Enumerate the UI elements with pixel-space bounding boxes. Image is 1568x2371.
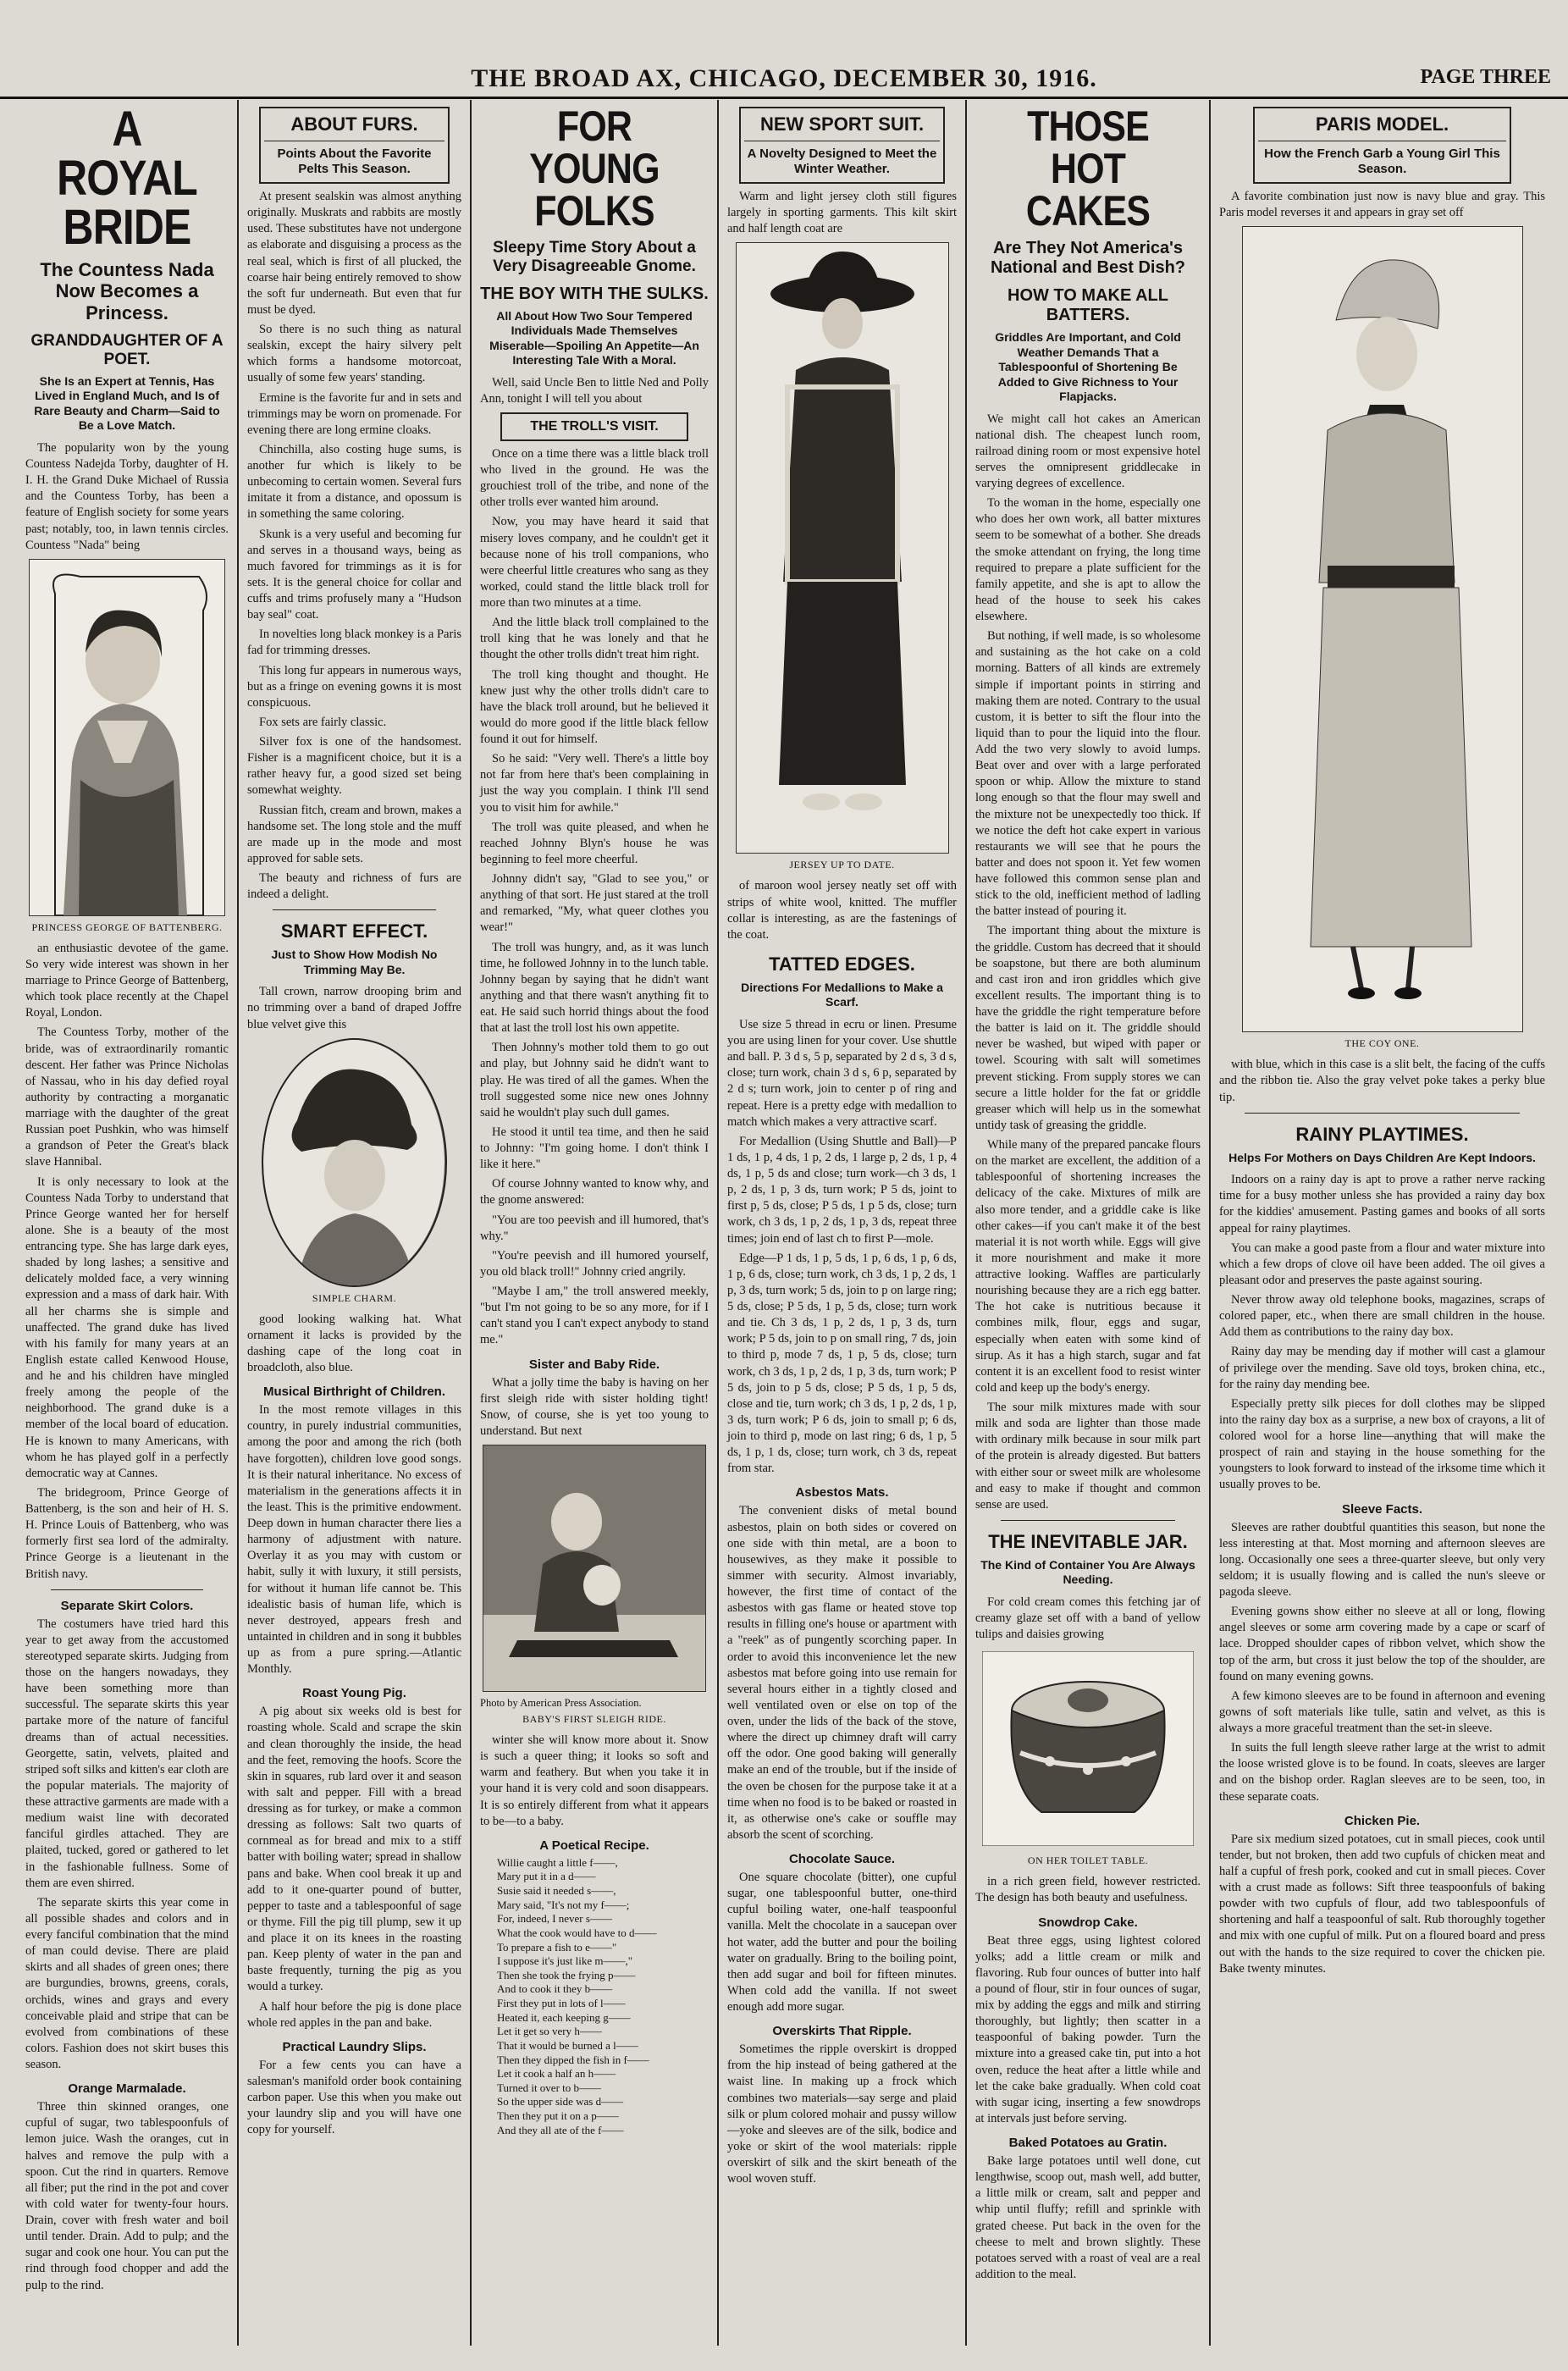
poem-line: Let it get so very h—— xyxy=(497,2025,602,2038)
kicker: All About How Two Sour Tempered Individuals Made Themselves Miserable—Spoiling An Appetite—An Interesting Tale With a Moral. xyxy=(489,308,699,368)
box-title: ABOUT FURS. xyxy=(290,113,418,135)
section-heading: Orange Marmalade. xyxy=(68,2081,186,2097)
photo-sleigh-ride xyxy=(483,1445,706,1692)
paragraph: Tall crown, narrow drooping brim and no trimming over a band of draped Joffre blue velvet give this xyxy=(247,985,461,1031)
paragraph: Bake large potatoes until well done, cut lengthwise, scoop out, mash well, add butter, a little milk or cream, salt and pepper and whip until fluffy; refill and sprinkle with grated cheese. Put back in the oven for the cheese to melt and brown slightly. These potatoes served with a roast of veal are a real addition to the meal. xyxy=(975,2154,1201,2281)
paragraph: In the most remote villages in this country, in purely industrial communities, among the poor and among the rich (both have forgotten), children love good songs. It is their natural inheritance. No excess of materialism in the generations affects it in the least. This is the primitive endowment. Deep down in human character there lies a harmony of adjustment with nature. Overlay it as you may with custom or habit, sully it with luxury, it still persists, for without it human life cannot be. This idealistic basis of human life, which is never destroyed, appears fresh and untainted in children and in song it bubbles up as from a pure spring.—Atlantic Monthly. xyxy=(247,1403,461,1677)
kicker: She Is an Expert at Tennis, Has Lived in England Much, and Is of Rare Beauty and Charm—Said to Be a Love Match. xyxy=(34,373,220,433)
paragraph: "Maybe I am," the troll answered meekly, "but I'm not going to be so any more, for if I can't stand you I can't expect anybody to stand me." xyxy=(480,1285,709,1347)
section-heading: Baked Potatoes au Gratin. xyxy=(1008,2136,1168,2150)
poem-line: Then they dipped the fish in f—— xyxy=(497,2053,649,2066)
section-heading: Roast Young Pig. xyxy=(302,1686,406,1701)
paragraph: While many of the prepared pancake flours on the market are excellent, the addition of a tablespoonful of shortening increases the delicacy of the cake. Mixtures of milk are also more tender, and a griddle cake is like other cakes—if you can't make it of the best material it is not worth while. Eggs will give it more nourishment and make it more attractive looking. Waffles are particularly nourishing because they are a rich egg batter. The hot cake is nutritious because it combines milk, flour, eggs and sugar, especially when eaten with some kind of sirup. As it has a high starch, sugar and fat content it is an excellent food to resist winter cold and keep up the body's energy. xyxy=(975,1138,1201,1395)
paris-model-illustration xyxy=(1243,227,1522,1031)
paragraph: The sour milk mixtures made with sour milk and soda are lighter than those made with ordinary milk because in sour milk part of the protein is already digested. But batters with either sour or sweet milk are wholesome and easy to make if thought and common sense are used. xyxy=(975,1401,1201,1512)
masthead xyxy=(0,59,1568,99)
paragraph: So he said: "Very well. There's a little boy not far from here that's been complaining in just the way you complain. I think I'll send you to visit him for awhile." xyxy=(480,752,709,815)
paragraph: Ermine is the favorite fur and in sets and trimmings may be worn on promenade. For evening there are long ermine cloaks. xyxy=(247,390,461,437)
paragraph: A pig about six weeks old is best for roasting whole. Scald and scrape the skin and clean thoroughly the inside, the head and the feet, removing the hoofs. Score the skin in squares, rub lard over it and season with salt and pepper. Fill with a bread dressing as for turkey, or make a common dressing as follows: Salt two quarts of cornmeal as for bread and mix to a stiff batter with boiling water; spread in shallow pans and bake. When cool break it up and add to it one-quarter pound of butter, pepper to taste and a tablespoonful of sage or thyme. Fill the pig till plump, sew it up and place it on its knees in the roasting pan. Keep plenty of water in the pan and baste frequently, turning the pig as you would a turkey. xyxy=(247,1705,461,1994)
paragraph: Skunk is a very useful and becoming fur and serves in a thousand ways, being as much favored for trimmings as it is for sets. It is the general choice for collar and cuffs and trims profusely many a "Hudson bay seal" coat. xyxy=(247,527,461,622)
subdeck: GRANDDAUGHTER OF A POET. xyxy=(30,331,224,368)
paragraph: A few kimono sleeves are to be found in afternoon and evening gowns of soft materials like tulle, satin and velvet, as this is always a more graceful treatment than the set-in sleeve. xyxy=(1219,1688,1545,1735)
section-heading: Practical Laundry Slips. xyxy=(282,2039,427,2054)
masthead-title: THE BROAD AX, CHICAGO, DECEMBER 30, 1916. xyxy=(471,64,1097,92)
paragraph: The troll was quite pleased, and when he reached Johnny Blyn's house he was beginning to feel more cheerful. xyxy=(480,820,709,866)
poem-line: So the upper side was d—— xyxy=(497,2095,624,2108)
paragraph: To the woman in the home, especially one who does her own work, all batter mixtures seem to be somewhat of a bother. She dreads the smoke attendant on frying, the long time required to prepare a plate sufficient for the family appetite, and she is apt to allow the head of the house to seek his cakes elsewhere. xyxy=(975,496,1201,623)
paragraph: He stood it until tea time, and then he said to Johnny: "I'm going home. I don't think I like it here." xyxy=(480,1125,709,1172)
poem xyxy=(497,1856,709,2138)
paragraph: At present sealskin was almost anything originally. Muskrats and rabbits are mostly used. These substitutes have not undergone as elaborate and disguising a process as the real seal, which is first of all plucked, the coarse hair being entirely removed to show the soft fur underneath. But even that fur must be dyed. xyxy=(247,190,461,317)
paragraph: So there is no such thing as natural sealskin, except the hairy silvery pelt which forms a handsome motorcoat, usually of some few years' standing. xyxy=(247,323,461,385)
paragraph: Now, you may have heard it said that misery loves company, and he couldn't get it because none of his troll companions, who were cheerful little creatures who sang as they worked, could stand the little black troll for more than two minutes at a time. xyxy=(480,515,709,611)
poem-line: That it would be burned a l—— xyxy=(497,2038,638,2052)
poem-line: Susie said it needed s——, xyxy=(497,1884,616,1898)
column-young-folks xyxy=(472,100,719,2346)
paragraph: The important thing about the mixture is the griddle. Custom has decreed that it should be soapstone, but there are both aluminum and cast iron and iron griddles which give excellent results. The important thing is to have the griddle the right temperature before the batter is laid on it. The griddle should never be washed, but wiped with paper or towel. Scouring with salt will sometimes prevent sticking. From supply stores we can secure a little holder for the fat or griddle greaser which will help us in the somewhat untidy task of greasing the griddle. xyxy=(975,924,1201,1132)
paragraph: Russian fitch, cream and brown, makes a handsome set. The long stole and the muff are made up in the mode and most approved for sable sets. xyxy=(247,803,461,865)
paragraph: of maroon wool jersey neatly set off with strips of white wool, knitted. The muffler collar is interesting, as are the fastenings of the coat. xyxy=(727,879,957,942)
paragraph: good looking walking hat. What ornament it lacks is provided by the dashing cape of the long coat in broadcloth, also blue. xyxy=(247,1312,461,1374)
divider xyxy=(1001,1520,1175,1521)
section-heading: THE INEVITABLE JAR. xyxy=(988,1530,1188,1552)
kicker: The Kind of Container You Are Always Needing. xyxy=(980,1557,1195,1587)
paragraph: For Medallion (Using Shuttle and Ball)—P 1 ds, 1 p, 4 ds, 1 p, 2 ds, 1 large p, 2 ds, 1 p, 4 ds, 1 p, 5 ds and close; turn work—ch 3 ds, 1 p, 2 ds, 1 p, 3 ds, turn work; P 5 ds, joint to first p, 5 ds, close; P 5 ds, 1 p 5 ds, close; turn work, ch 3 ds, 1 p, 2 ds, 1 p, 3 ds, repeat three times; join end of last ch to first P—mole. xyxy=(727,1134,957,1246)
poem-line: To prepare a fish to e——" xyxy=(497,1940,617,1954)
poem-line: What the cook would have to d—— xyxy=(497,1926,657,1939)
photo-jersey-suit xyxy=(736,242,949,854)
portrait-illustration xyxy=(30,560,224,915)
section-heading: Chicken Pie. xyxy=(1344,1813,1421,1828)
paragraph: Of course Johnny wanted to know why, and the gnome answered: xyxy=(480,1177,709,1208)
paragraph: "You are too peevish and ill humored, that's why." xyxy=(480,1213,709,1243)
section-heading: Sister and Baby Ride. xyxy=(528,1357,660,1372)
photo-caption: BABY'S FIRST SLEIGH RIDE. xyxy=(522,1713,666,1726)
box-subtitle: How the French Garb a Young Girl This Season. xyxy=(1258,141,1506,177)
paragraph: Silver fox is one of the handsomest. Fisher is a magnificent choice, but it is a rather heavy fur, a good sized set being somewhat weighty. xyxy=(247,735,461,798)
paragraph: The bridegroom, Prince George of Battenberg, is the son and heir of H. S. H. Prince Louis of Battenberg, who was formerly first sea lord of the admiralty. Prince George is a lieutenant in the British navy. xyxy=(25,1485,229,1581)
section-heading: Asbestos Mats. xyxy=(795,1485,889,1501)
photo-princess-george xyxy=(29,559,225,916)
box-title: NEW SPORT SUIT. xyxy=(759,113,925,135)
section-heading: TATTED EDGES. xyxy=(769,953,915,975)
headline-royal-bride: A ROYAL BRIDE xyxy=(57,102,197,255)
section-heading: Musical Birthright of Children. xyxy=(262,1384,445,1400)
kicker: Helps For Mothers on Days Children Are Kept Indoors. xyxy=(1228,1150,1536,1164)
paragraph: with blue, which in this case is a slit belt, the facing of the cuffs and the ribbon tie. Also the gray velvet poke takes a perky blue tip. xyxy=(1219,1058,1545,1104)
boxed-headline xyxy=(739,107,945,184)
paragraph: winter she will know more about it. Snow is such a queer thing; it looks so soft and warm and feathery. But when you take it in your hand it is very cold and soon disappears. It is so entirely different from what it appears to be—to a baby. xyxy=(480,1733,709,1828)
paragraph: The Countess Torby, mother of the bride, was of extraordinarily romantic descent. Her father was Prince Nicholas of Nassau, who in his day defied royal authority by contracting a morganatic marriage with the daughter of the great Russian poet Pushkin, who was himself a grandson of Peter the Great's black slave Hannibal. xyxy=(25,1025,229,1169)
paragraph: Edge—P 1 ds, 1 p, 5 ds, 1 p, 6 ds, 1 p, 6 ds, 1 p, 6 ds, close; turn work, ch 3 ds, 1 p, 2 ds, 1 p, 3 ds, turn work; 5 ds, join to p on large ring; 5 ds, close; P 5 ds, 1 p, 5 ds, close; turn work and tie. Ch 3 ds, 1 p, 2 ds, 1 p, 3 ds, turn work; P 5 ds, join to p on small ring, 7 ds, join to third p, mode 7 ds, 1 p, 5 ds, close; turn work, ch 3 ds, 1 p, 2 ds, 1 p, 3 ds, turn work; P 5 ds, join to p 5 ds, close; P 5 ds, 1 p, 5 ds, close and tie, turn work; ch 3 ds, 1 p, 2 ds, 1 p, 3 ds, turn work; P 6 ds, join to small p; 6 ds, join to third p, mode on last ring; 6 ds, 1 p, 5 ds, 1 p, 1 ds, close; turn work, ch 3 ds, repeat from star. xyxy=(727,1251,957,1476)
paragraph: But nothing, if well made, is so wholesome and sustaining as the hot cake on a cold morning. Batters of all kinds are extremely simple if important points in stirring and making them are noted. Contrary to the usual custom, it is better to sift the flour into the liquid than to pour the liquid into the flour. Add the two very slowly to avoid lumps. Beat over and over with a large perforated spoon or whip. Allow the mixture to stand long enough so that the flour may swell and the mixture not be unexpectedly too thick. If we notice the deft hot cake expert in various restaurants we will see that he pours the batter and does not spoon it. Yet few women have followed this common sense plan and stick to the old, inefficient method of ladling the batter instead of pouring it. xyxy=(975,629,1201,919)
kicker: Directions For Medallions to Make a Scarf. xyxy=(741,980,943,1009)
poem-line: Turned it over to b—— xyxy=(497,2081,602,2094)
paragraph: The troll was hungry, and, as it was lunch time, he followed Johnny in to the lunch table. Johnny began by saying that he didn't want anything and that there wasn't anything fit to eat. He said such horrid things about the food that at last the troll lost his own appetite. xyxy=(480,940,709,1036)
paragraph: In suits the full length sleeve rather large at the wrist to admit the loose wristed glove is to be found. In coats, sleeves are larger and on the bishop order. Raglan sleeves are to be seen, too, in these separate coats. xyxy=(1219,1741,1545,1804)
paragraph: Chinchilla, also costing huge sums, is another fur which is likely to be unbecoming to certain women. Several furs imitate it from a distance, and opossum is in something the same coloring. xyxy=(247,442,461,522)
paragraph: For a few cents you can have a salesman's manifold order book containing carbon paper. Use this when you make out your laundry slip and you will have one copy for yourself. xyxy=(247,2058,461,2137)
section-heading: SMART EFFECT. xyxy=(280,920,428,942)
paragraph: The popularity won by the young Countess Nadejda Torby, daughter of H. I. H. the Grand Duke Michael of Russia and the Countess Torby, has been a feature of English society for some years past; notably, too, in lawn tennis circles. Countess "Nada" being xyxy=(25,440,229,552)
poem-line: Heated it, each keeping g—— xyxy=(497,2010,631,2024)
poem-line: Mary said, "It's not my f——; xyxy=(497,1898,630,1911)
page-number: PAGE THREE xyxy=(1420,66,1551,88)
paragraph: an enthusiastic devotee of the game. So very wide interest was shown in her marriage to Prince George of Battenberg, which took place recently at the Chapel Royal, London. xyxy=(25,941,229,1020)
paragraph: Well, said Uncle Ben to little Ned and Polly Ann, tonight I will tell you about xyxy=(480,375,709,406)
poem-line: I suppose it's just like m——," xyxy=(497,1954,633,1968)
divider xyxy=(273,909,436,910)
box-title: THE TROLL'S VISIT. xyxy=(530,418,659,434)
deck: Sleepy Time Story About a Very Disagreeable Gnome. xyxy=(493,239,696,275)
paragraph: Rainy day may be mending day if mother will cast a glamour of privilege over the mending. Save old toys, broken china, etc., for the rainy day mending bee. xyxy=(1219,1345,1545,1391)
cream-jar-illustration xyxy=(982,1651,1194,1846)
paragraph: Evening gowns show either no sleeve at all or long, flowing angel sleeves or some arm covering made by a cape or scarf of lace. Dropped shoulder capes of ribbon velvet, which show the top of the arm, but cross it just below the top of the shoulder, are found on many evening gowns. xyxy=(1219,1605,1545,1683)
subdeck: HOW TO MAKE ALL BATTERS. xyxy=(1008,286,1168,324)
photo-caption: SIMPLE CHARM. xyxy=(312,1291,397,1304)
sport-suit-illustration xyxy=(737,243,948,853)
paragraph: For cold cream comes this fetching jar of creamy glaze set off with a band of yellow tulips and daisies growing xyxy=(975,1594,1201,1642)
paragraph: A favorite combination just now is navy blue and gray. This Paris model reverses it and appears in gray set off xyxy=(1219,190,1545,220)
divider xyxy=(51,1589,203,1590)
poem-line: First they put in lots of l—— xyxy=(497,1997,626,2010)
photo-caption: PRINCESS GEORGE OF BATTENBERG. xyxy=(31,920,223,933)
paragraph: You can make a good paste from a flour and water mixture into which a few drops of clove oil have been added. The oil gives a pleasant odor and preserves the paste against souring. xyxy=(1219,1241,1545,1287)
section-heading: Separate Skirt Colors. xyxy=(60,1598,194,1613)
column-sport-suit xyxy=(719,100,967,2346)
photo-caption: ON HER TOILET TABLE. xyxy=(1027,1854,1149,1867)
poem-line: Willie caught a little f——, xyxy=(497,1855,618,1869)
paragraph: It is only necessary to look at the Countess Nada Torby to understand that Prince George wanted her for herself alone. She is a beauty of the most entrancing type. She has large dark eyes, shaded by long lashes; a sensitive and delicately molded face, a very winning expression and a mass of dark hair. With all her charms she is simple and unaffected. The grand duke has lived with his family for many years at an English estate called Kenwood House, and he and his children have mingled freely among the people of the neighborhood. The grand duke is a member of the local board of education. He is known to many Americans, with whom he has played golf in a perfectly democratic way at Cannes. xyxy=(25,1174,229,1480)
paragraph: Indoors on a rainy day is apt to prove a rather nerve racking time for a busy mother unless she has provided a rainy day box for the kiddies' amusement. Pasting games and books of all sorts appeal for rainy playtimes. xyxy=(1219,1173,1545,1235)
photo-credit: Photo by American Press Association. xyxy=(480,1697,642,1710)
boxed-headline xyxy=(259,107,450,184)
box-subtitle: Points About the Favorite Pelts This Season. xyxy=(264,141,444,177)
section-heading: Snowdrop Cake. xyxy=(1038,1915,1138,1930)
paragraph: Johnny didn't say, "Glad to see you," or anything of that sort. He just stared at the troll and remarked, "My, what queer clothes you wear!" xyxy=(480,872,709,935)
paragraph: Never throw away old telephone books, magazines, scraps of colored paper, etc., when there are small children in the house. Add them as contributions to the rainy day box. xyxy=(1219,1293,1545,1340)
paragraph: Sleeves are rather doubtful quantities this season, but none the less interesting at that. Most morning and afternoon sleeves are long. Occasionally one sees a three-quarter sleeve, but only very seldom; it is usually flowing and is called the nun's sleeve or pagoda sleeve. xyxy=(1219,1520,1545,1599)
section-heading: RAINY PLAYTIMES. xyxy=(1295,1123,1469,1145)
subdeck: THE BOY WITH THE SULKS. xyxy=(480,284,709,303)
poem-line: And they all ate of the f—— xyxy=(497,2123,624,2136)
paragraph: What a jolly time the baby is having on her first sleigh ride with sister holding tight! Snow, of course, she is yet too young to understand. But next xyxy=(480,1375,709,1438)
paragraph: The beauty and richness of furs are indeed a delight. xyxy=(247,871,461,902)
photo-cream-jar xyxy=(982,1651,1194,1846)
paragraph: "You're peevish and ill humored yourself, you old black troll!" Johnny cried angrily. xyxy=(480,1248,709,1279)
column-hot-cakes xyxy=(967,100,1211,2346)
photo-caption: THE COY ONE. xyxy=(1344,1037,1420,1050)
divider xyxy=(1245,1113,1520,1114)
sleigh-photo-illustration xyxy=(483,1445,705,1691)
hat-portrait-illustration xyxy=(263,1040,445,1285)
box-title: PARIS MODEL. xyxy=(1315,113,1449,135)
headline-hot-cakes: THOSE HOT CAKES xyxy=(1025,102,1151,235)
paragraph: This long fur appears in numerous ways, but as a fringe on evening gowns it is most conspicuous. xyxy=(247,663,461,710)
paragraph: Three thin skinned oranges, one cupful of sugar, two tablespoonfuls of lemon juice. Wash the oranges, cut in halves and remove the pulp with a spoon. Cut the rind in quarters. Remove all fiber; put the rind in the pot and cover with cold water for twenty-four hours. Drain, cover with fresh water and boil until tender. Drain. Add to pulp; and the sugar and cook one hour. You can put the rind through food chopper and add the pulp to the rind. xyxy=(25,2100,229,2292)
paragraph: Fox sets are fairly classic. xyxy=(259,715,387,729)
headline-young-folks: FOR YOUNG FOLKS xyxy=(529,102,660,235)
paragraph: And the little black troll complained to the troll king that he was lonely and that he thought the other trolls didn't treat him right. xyxy=(480,616,709,662)
section-heading: Overskirts That Ripple. xyxy=(772,2024,912,2039)
boxed-headline xyxy=(500,412,688,441)
paragraph: A half hour before the pig is done place whole red apples in the pan and bake. xyxy=(247,1999,461,2030)
deck: Are They Not America's National and Best Dish? xyxy=(990,239,1186,277)
paragraph: Warm and light jersey cloth still figures largely in sporting garments. This kilt skirt and half length coat are xyxy=(727,190,957,236)
paragraph: In novelties long black monkey is a Paris fad for trimming dresses. xyxy=(247,627,461,658)
paragraph: We might call hot cakes an American national dish. The cheapest lunch room, railroad dining room or most expensive hotel serves the omnipresent griddlecake in varying degrees of excellence. xyxy=(975,412,1201,490)
poem-line: Then she took the frying p—— xyxy=(497,1968,636,1981)
paragraph: The costumers have tried hard this year to get away from the accustomed stereotyped separate skirts. Judging from those on the hangers nowadays, they have been something more than successful. The separate skirts this year partake more of the nature of fanciful dreams than of actual necessities. Georgette, satin, velvets, plaited and striped soft silks and kitten's ear cloth are the popular materials. The majority of these attractive garments are made with a medium waist line with decorated fanciful girdles attached. They are plaited, tucked, gored or gathered to let in the fashionable fullness. Some of them are even shirred. xyxy=(25,1617,229,1890)
box-subtitle: A Novelty Designed to Meet the Winter Weather. xyxy=(744,141,940,177)
paragraph: The separate skirts this year come in all possible shades and colors and in every fanciful combination that the mind of man could devise. There are plaid skirts and all shades of green ones; there are burgundies, browns, greens, corals, orchids, wines and grays and every conceivable plaid and stripe that can be evolved from combinations of these colors. Fashion does not skirt buses this season. xyxy=(25,1895,229,2072)
poem-line: Let it cook a half an h—— xyxy=(497,2067,616,2081)
boxed-headline xyxy=(1253,107,1511,184)
paragraph: One square chocolate (bitter), one cupful sugar, one tablespoonful butter, one-third cupful boiling water, one-half teaspoonful vanilla. Melt the chocolate in a saucepan over hot water, add the butter and pour the boiling water on gradually. Bring to the boiling point, then add sugar and boil for fifteen minutes. When cold add the vanilla. If not sweet enough add more sugar. xyxy=(727,1871,957,2014)
photo-paris-model xyxy=(1242,226,1523,1032)
deck: The Countess Nada Now Becomes a Princess. xyxy=(40,259,214,323)
poem-line: Mary put it in a d—— xyxy=(497,1870,596,1883)
paragraph: Especially pretty silk pieces for doll clothes may be slipped into the rainy day box as a surprise, a new box of crayons, a lit of colored wool for a horse line—anything that will make the prospect of rain and staying in the house something for the youngsters to look forward to instead of the irksome time which it usually proves to be. xyxy=(1219,1396,1545,1492)
poem-line: For, indeed, I never s—— xyxy=(497,1912,612,1926)
column-about-furs xyxy=(239,100,472,2346)
poem-line: And to cook it they b—— xyxy=(497,1982,613,1996)
kicker: Just to Show How Modish No Trimming May Be. xyxy=(271,948,438,976)
paragraph: Pare six medium sized potatoes, cut in small pieces, cook until tender, but not broken, then add two cupfuls of chicken meat and half a cupful of fresh pork, cooked and cut in small pieces. Cover with a crust made as follows: Sift three teaspoonfuls of baking powder with two cupfuls of flour, add two tablespoonfuls of shortening and half a teaspoonful of salt. Rub thoroughly together and mix with one cupful of milk. Put on a floured board and press out with the hands to the size required to cover the chicken pie. Bake twenty minutes. xyxy=(1219,1832,1545,1976)
paragraph: The convenient disks of metal bound asbestos, plain on both sides or covered on one side with thin metal, are a boon to housewives, as they make it possible to simmer with security. Almost invariably, however, the first time of contact of the asbestos with gas flame or heated stove top results in filling one's house or apartment with a "reek" as of pungently scorching paper. In order to avoid this inconvenience let the new asbestos mat before going into use remain for several hours either in a tightly closed and well ventilated oven or else on top of the oven, under the lids of the back of the stove, where the direct up chimney draft will carry off the odor. One good baking will generally make an end of the trouble, but if the inside of the oven be chosen for the purpose take it at a time when no food is to be baked or roasted in it, as otherwise one's cake or souffle may absorb the scent of scorching. xyxy=(727,1504,957,1842)
paragraph: Sometimes the ripple overskirt is dropped from the hip instead of being gathered at the waist line. In making up a frock which combines two materials—say serge and plaid silk or plum colored mohair and pussy willow—yoke and sleeves are of the silk, bodice and yoke or skirt of the wool materials: ripple overskirt of silk and the skirt beneath of the wool woven stuff. xyxy=(727,2042,957,2186)
photo-simple-charm xyxy=(262,1038,447,1287)
section-heading: Chocolate Sauce. xyxy=(788,1852,896,1866)
paragraph: The troll king thought and thought. He knew just why the other trolls didn't care to have the black troll around, but he believed it would do more good if the little black fellow found it out for himself. xyxy=(480,667,709,747)
paragraph: Beat three eggs, using lightest colored yolks; add a little cream or milk and flavoring. Rub four ounces of butter into half a pound of flour, stir in four ounces of sugar, mix by adding the eggs and milk and stirring thoroughly, but lightly; then scatter in a teaspoonful of baking powder. Turn the mixture into a greased cake tin, put into a hot oven, reduce the heat after a little while and let the cake bake gradually. When cold coat with sugar icing, inserting a few snowdrops at intervals just before serving. xyxy=(975,1933,1201,2125)
paragraph: Once on a time there was a little black troll who lived in the ground. He was the grouchiest troll of the tribe, and none of the other trolls ever wanted him around. xyxy=(480,446,709,510)
paragraph: in a rich green field, however restricted. The design has both beauty and usefulness. xyxy=(975,1875,1201,1905)
paragraph: Use size 5 thread in ecru or linen. Presume you are using linen for your cover. Use shuttle and ball. P. 3 d s, 5 p, separated by 2 d s, 3 d s, close; turn work, chain 3 d s, 6 p, separated by 2 d s; turn work, join to center p of ring and repeat. Here is a pretty edge with medallion to match which makes a very attractive scarf. xyxy=(727,1017,957,1129)
poem-line: Then they put it on a p—— xyxy=(497,2109,619,2123)
column-royal-bride xyxy=(17,100,239,2346)
section-heading: A Poetical Recipe. xyxy=(539,1838,649,1853)
column-paris-model xyxy=(1211,100,1554,2346)
section-heading: Sleeve Facts. xyxy=(1341,1501,1423,1517)
photo-caption: JERSEY UP TO DATE. xyxy=(789,859,895,871)
paragraph: Then Johnny's mother told them to go out and play, but Johnny said he didn't want to play. He was tired of all the games. When the troll suggested some nice new ones Johnny said he wouldn't play such dull games. xyxy=(480,1041,709,1119)
kicker: Griddles Are Important, and Cold Weather Demands That a Tablespoonful of Shortening Be Added to Give Richness to Your Flapjacks. xyxy=(995,330,1181,403)
